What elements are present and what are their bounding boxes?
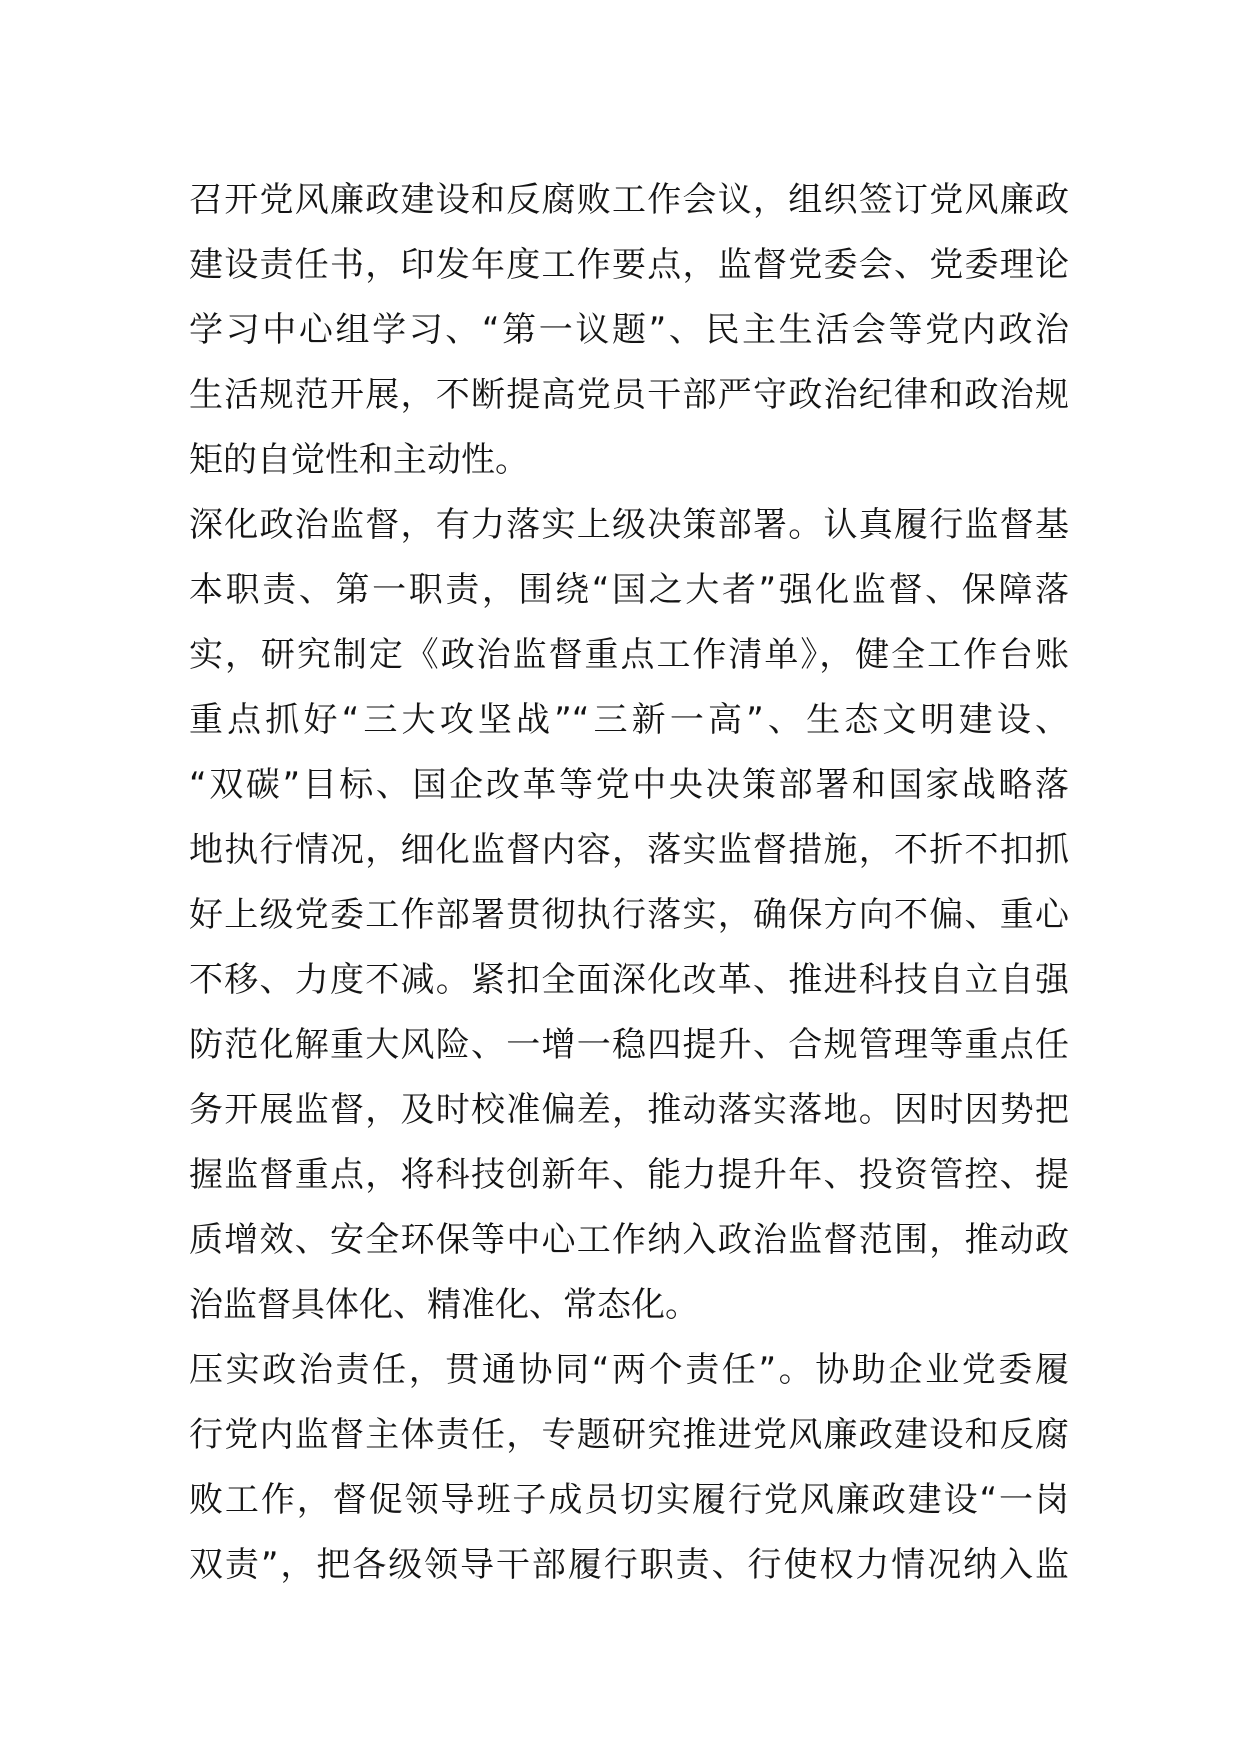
text-line: 学习中心组学习、“第一议题”、民主生活会等党内政治 bbox=[189, 310, 1069, 350]
document-body bbox=[189, 168, 1069, 1598]
text-line: 败工作，督促领导班子成员切实履行党风廉政建设“一岗 bbox=[189, 1480, 1069, 1520]
text-line: 生活规范开展，不断提高党员干部严守政治纪律和政治规 bbox=[189, 375, 1069, 415]
text-line: 矩的自觉性和主动性。 bbox=[189, 440, 529, 480]
text-line: 务开展监督，及时校准偏差，推动落实落地。因时因势把 bbox=[189, 1090, 1069, 1130]
text-line: 压实政治责任，贯通协同“两个责任”。协助企业党委履 bbox=[189, 1350, 1069, 1390]
text-line: 建设责任书，印发年度工作要点，监督党委会、党委理论 bbox=[189, 245, 1069, 285]
text-line: 双责”，把各级领导干部履行职责、行使权力情况纳入监 bbox=[189, 1545, 1069, 1585]
text-line: 防范化解重大风险、一增一稳四提升、合规管理等重点任 bbox=[189, 1025, 1069, 1065]
text-line: 地执行情况，细化监督内容，落实监督措施，不折不扣抓 bbox=[189, 830, 1069, 870]
text-line: 召开党风廉政建设和反腐败工作会议，组织签订党风廉政 bbox=[189, 180, 1069, 220]
text-line: 行党内监督主体责任，专题研究推进党风廉政建设和反腐 bbox=[189, 1415, 1069, 1455]
paragraph-political-responsibility bbox=[189, 1338, 1069, 1598]
paragraph-political-supervision bbox=[189, 493, 1069, 1338]
text-line: 实，研究制定《政治监督重点工作清单》，健全工作台账 bbox=[189, 635, 1069, 675]
text-line: 本职责、第一职责，围绕“国之大者”强化监督、保障落 bbox=[189, 570, 1069, 610]
text-line: 重点抓好“三大攻坚战”“三新一高”、生态文明建设、 bbox=[189, 700, 1069, 740]
text-line: 好上级党委工作部署贯彻执行落实，确保方向不偏、重心 bbox=[189, 895, 1069, 935]
text-line: 不移、力度不减。紧扣全面深化改革、推进科技自立自强 bbox=[189, 960, 1069, 1000]
text-line: 治监督具体化、精准化、常态化。 bbox=[189, 1285, 699, 1325]
text-line: 握监督重点，将科技创新年、能力提升年、投资管控、提 bbox=[189, 1155, 1069, 1195]
text-line: 质增效、安全环保等中心工作纳入政治监督范围，推动政 bbox=[189, 1220, 1069, 1260]
paragraph-party-conduct-meeting bbox=[189, 168, 1069, 493]
text-line: 深化政治监督，有力落实上级决策部署。认真履行监督基 bbox=[189, 505, 1069, 545]
text-line: “双碳”目标、国企改革等党中央决策部署和国家战略落 bbox=[189, 765, 1069, 805]
